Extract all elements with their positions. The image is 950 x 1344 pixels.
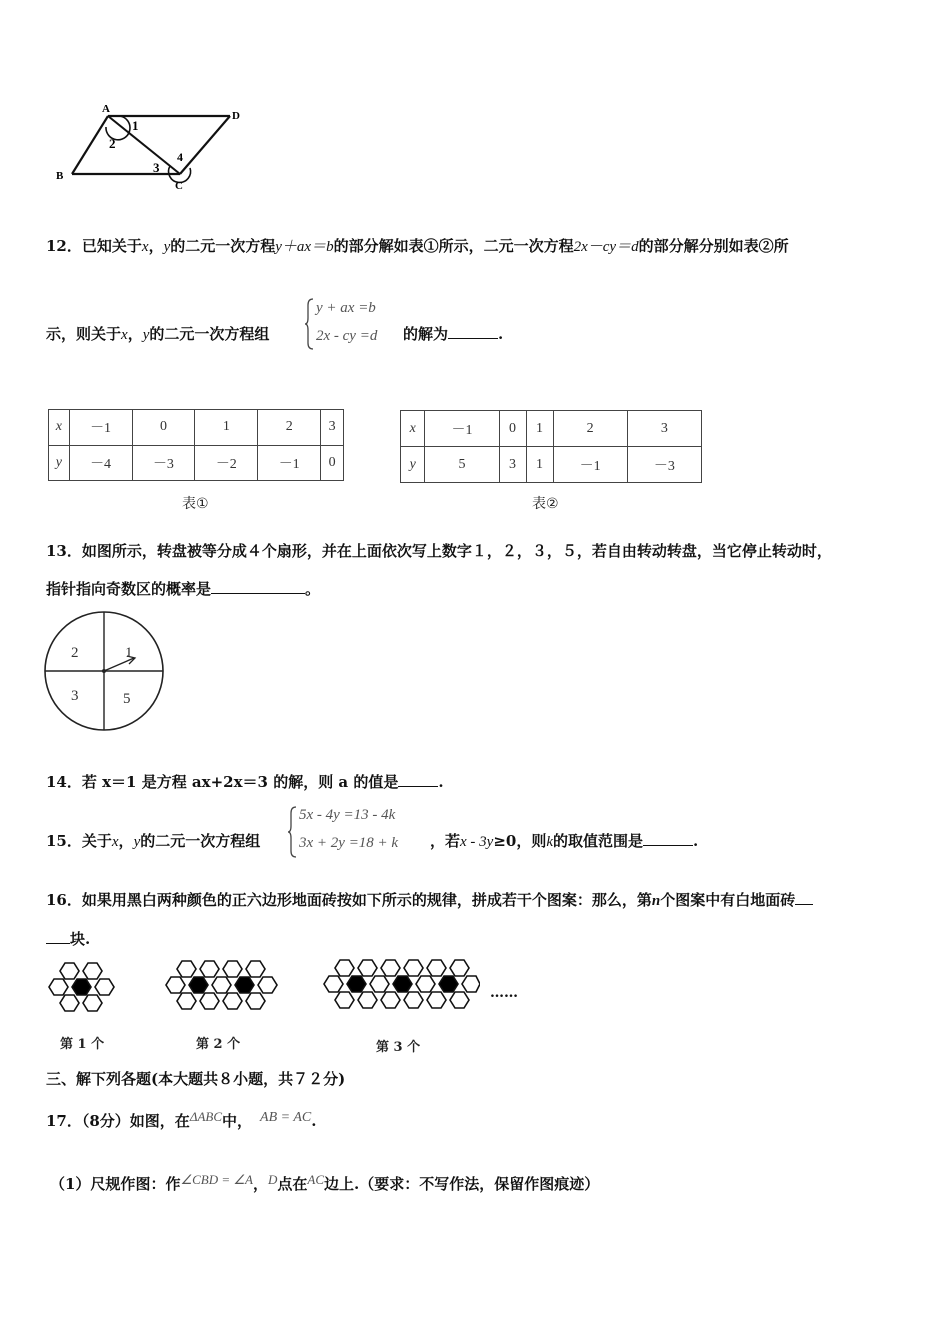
q17-mid: 中，	[222, 1112, 253, 1130]
table-2-cell: 1	[526, 447, 553, 483]
q14-answer-blank[interactable]	[398, 772, 438, 787]
q12-text-2: 的二元一次方程	[170, 237, 276, 255]
vertex-b-label: B	[56, 170, 64, 182]
table-1-cell: 3	[321, 410, 344, 446]
hex-pattern-2-label: 第 2 个	[196, 1037, 241, 1052]
q16-text-3: 块.	[70, 930, 91, 948]
hex-pattern-2	[162, 958, 282, 1028]
q12-comma: ，	[148, 237, 164, 255]
q15-answer-blank[interactable]	[643, 831, 693, 846]
q17-part1-text-d: 边上.（要求：不写作法，保留作图痕迹）	[324, 1175, 600, 1193]
q17-point-d: D	[268, 1172, 278, 1187]
q12-line2-tail	[403, 324, 503, 344]
table-2-cell: －1	[553, 447, 627, 483]
q12-var-y: y	[163, 239, 171, 255]
q15-condition: x - 3y	[460, 834, 494, 850]
table-2-cell: 3	[627, 411, 701, 447]
fig11-parallelogram	[50, 100, 250, 195]
spinner-sector-3: 3	[71, 688, 79, 704]
q12-text-3: 的部分解如表①所示，二元一次方程	[333, 237, 574, 255]
q12-var-x: x	[141, 239, 149, 255]
q15-text-2: 的二元一次方程组	[140, 832, 261, 850]
angle-4-label: 4	[177, 150, 183, 164]
table-1-row-y	[49, 445, 344, 481]
q17-line1	[46, 1107, 316, 1131]
table-2-cell: y	[401, 447, 425, 483]
q12-line2	[46, 324, 269, 345]
q15-system-eq1: 5x - 4y =13 - 4k	[299, 807, 396, 823]
table-1-cell: －1	[258, 445, 321, 481]
q13-answer-blank[interactable]	[211, 579, 305, 594]
table-2-cell: 0	[499, 411, 526, 447]
section-3-title: 三、解下列各题(本大题共８小题，共７２分)	[46, 1070, 346, 1088]
q12-line2-comma: ，	[127, 325, 143, 343]
q17-number: 17．（8分）如图，在	[46, 1112, 190, 1130]
q15-end: .	[693, 832, 699, 850]
hex-pattern-ellipsis: ……	[490, 985, 518, 1001]
table-1-cell: 0	[321, 445, 344, 481]
table-1-cell: 0	[132, 410, 195, 446]
q12-end-period: .	[498, 325, 504, 343]
vertex-c-label: C	[175, 180, 183, 192]
hex-pattern-3	[320, 957, 480, 1031]
q12-answer-blank[interactable]	[448, 324, 498, 339]
q15-var-k: k	[546, 834, 554, 850]
q12-solution-text: 的解为	[403, 325, 449, 343]
q15-var-x: x	[111, 834, 119, 850]
table-1-cell: 2	[258, 410, 321, 446]
table-1-row-x	[49, 410, 344, 446]
q17-part1-text-c: 点在	[277, 1175, 308, 1193]
table-1-cell: 1	[195, 410, 258, 446]
q12-line2-text-2: 的二元一次方程组	[149, 325, 270, 343]
q16-answer-blank-a[interactable]	[795, 890, 813, 905]
vertex-d-label: D	[232, 110, 240, 122]
table-1-cell: －3	[132, 445, 195, 481]
q12-text-4: 的部分解分别如表②所	[638, 237, 789, 255]
q17-part1	[50, 1170, 599, 1194]
q12-equation-1: y＋ax＝b	[275, 239, 334, 255]
q17-end: .	[311, 1112, 317, 1130]
q17-segment-ac: AC	[307, 1172, 325, 1187]
table-1-cell: －1	[69, 410, 132, 446]
q12-system-brace	[304, 298, 314, 350]
q16-text-1: 16．如果用黑白两种颜色的正六边形地面砖按如下所示的规律，拼成若干个图案：那么，第	[46, 891, 652, 909]
q17-part1-text-b: ，	[252, 1175, 268, 1193]
q12-line2-var-x: x	[121, 327, 128, 343]
table-1-caption: 表①	[182, 496, 209, 512]
table-1-cell: x	[49, 410, 70, 446]
q12-table-2	[400, 410, 702, 483]
angle-1-label: 1	[132, 118, 139, 133]
table-2-cell: x	[401, 411, 425, 447]
q12-system-eq2: 2x - cy =d	[316, 328, 378, 344]
q12-line1	[46, 236, 789, 257]
q12-equation-2: 2x－cy＝d	[573, 239, 639, 255]
q15-tail	[430, 831, 698, 852]
angle-3-label: 3	[153, 160, 160, 175]
spinner-sector-2: 2	[71, 645, 79, 661]
q13-line2-text: 指针指向奇数区的概率是	[46, 580, 212, 598]
table-1-cell: y	[49, 445, 70, 481]
q15-text-1: 15．关于	[46, 832, 112, 850]
q12-line2-var-y: y	[142, 327, 150, 343]
table-1-cell: －2	[195, 445, 258, 481]
q14-end: .	[438, 773, 444, 791]
q15-text-3: ，若	[430, 832, 461, 850]
angle-2-label: 2	[109, 136, 116, 151]
q12-text-1: 已知关于	[81, 237, 142, 255]
vertex-a-label: A	[102, 103, 110, 115]
table-2-cell: 5	[425, 447, 499, 483]
q15-system-eq2: 3x + 2y =18 + k	[299, 835, 399, 851]
q16-text-2: 个图案中有白地面砖	[660, 891, 796, 909]
q12-line2-text-1: 示，则关于	[46, 325, 122, 343]
q13-line2	[46, 579, 320, 599]
q15-var-y: y	[133, 834, 141, 850]
q16-var-n: n	[651, 893, 661, 909]
hex-pattern-1	[45, 960, 125, 1030]
hex-pattern-1-label: 第 1 个	[60, 1037, 105, 1052]
q15-text-5: 的取值范围是	[553, 832, 644, 850]
table-2-cell: 2	[553, 411, 627, 447]
hex-pattern-3-label: 第 3 个	[376, 1040, 421, 1055]
q13-end: 。	[305, 580, 321, 598]
q15-comma: ，	[118, 832, 134, 850]
table-2-caption: 表②	[532, 496, 559, 512]
q14-line	[46, 772, 444, 792]
spinner-figure	[40, 610, 170, 734]
q17-angle: ∠CBD = ∠A	[180, 1172, 253, 1187]
q13-line1: 13．如图所示，转盘被等分成４个扇形，并在上面依次写上数字１，２，３，５，若自由转动转盘，当它停止转动时，	[46, 542, 832, 560]
table-2-row-x	[401, 411, 702, 447]
q15-system-brace	[287, 806, 297, 858]
table-2-cell: －3	[627, 447, 701, 483]
spinner-sector-1: 1	[125, 645, 133, 661]
q16-answer-blank-b[interactable]	[46, 929, 70, 944]
table-2-cell: 1	[526, 411, 553, 447]
q14-text: 14．若 x＝1 是方程 ax+2x＝3 的解，则 a 的值是	[46, 773, 399, 791]
table-2-cell: －1	[425, 411, 499, 447]
q15-text-4: ≥0，则	[493, 832, 547, 850]
q17-triangle: ΔABC	[189, 1109, 222, 1124]
q12-table-1	[48, 409, 344, 481]
table-2-cell: 3	[499, 447, 526, 483]
q12-number: 12．	[46, 237, 82, 255]
q15-line	[46, 831, 260, 852]
spinner-sector-5: 5	[123, 691, 131, 707]
table-2-row-y	[401, 447, 702, 483]
q16-line1	[46, 890, 813, 911]
q17-part1-text-a: （1）尺规作图：作	[50, 1175, 181, 1193]
q16-line2	[46, 929, 90, 949]
table-1-cell: －4	[69, 445, 132, 481]
q17-condition: AB = AC	[260, 1110, 312, 1125]
q12-system-eq1: y + ax =b	[316, 300, 376, 316]
